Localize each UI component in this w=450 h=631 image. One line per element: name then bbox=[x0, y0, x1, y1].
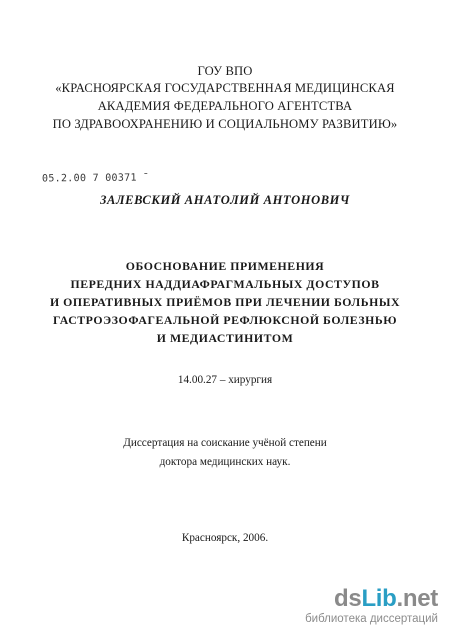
institution-name-line-2: АКАДЕМИЯ ФЕДЕРАЛЬНОГО АГЕНТСТВА bbox=[97, 99, 353, 113]
dslib-logo: dsLib.net bbox=[334, 585, 438, 612]
place-and-year: Красноярск, 2006. bbox=[181, 532, 269, 544]
dslib-watermark bbox=[305, 586, 438, 625]
institution-name-line-3: ПО ЗДРАВООХРАНЕНИЮ И СОЦИАЛЬНОМУ РАЗВИТИЮ» bbox=[52, 117, 398, 131]
author-name: ЗАЛЕВСКИЙ АНАТОЛИЙ АНТОНОВИЧ bbox=[100, 193, 350, 207]
thesis-title-line-3: И ОПЕРАТИВНЫХ ПРИЁМОВ ПРИ ЛЕЧЕНИИ БОЛЬНЫХ bbox=[49, 295, 401, 309]
thesis-title-line-5: И МЕДИАСТИНИТОМ bbox=[156, 331, 294, 345]
thesis-title-line-2: ПЕРЕДНИХ НАДДИАФРАГМАЛЬНЫХ ДОСТУПОВ bbox=[70, 277, 380, 291]
institution-name-line-1: «КРАСНОЯРСКАЯ ГОСУДАРСТВЕННАЯ МЕДИЦИНСКАЯ bbox=[55, 81, 395, 95]
degree-line-1: Диссертация на соискание учёной степени bbox=[123, 437, 327, 449]
dslib-subtitle: библиотека диссертаций bbox=[305, 613, 438, 625]
thesis-title-line-1: ОБОСНОВАНИЕ ПРИМЕНЕНИЯ bbox=[125, 259, 325, 273]
degree-line-2: доктора медицинских наук. bbox=[159, 456, 291, 468]
specialty: 14.00.27 – хирургия bbox=[177, 374, 273, 386]
registration-stamp: 05.2.00 7 00371 ̄ bbox=[41, 172, 144, 185]
thesis-title-line-4: ГАСТРОЭЗОФАГЕАЛЬНОЙ РЕФЛЮКСНОЙ БОЛЕЗНЬЮ bbox=[52, 313, 398, 327]
institution-type: ГОУ ВПО bbox=[197, 64, 253, 78]
